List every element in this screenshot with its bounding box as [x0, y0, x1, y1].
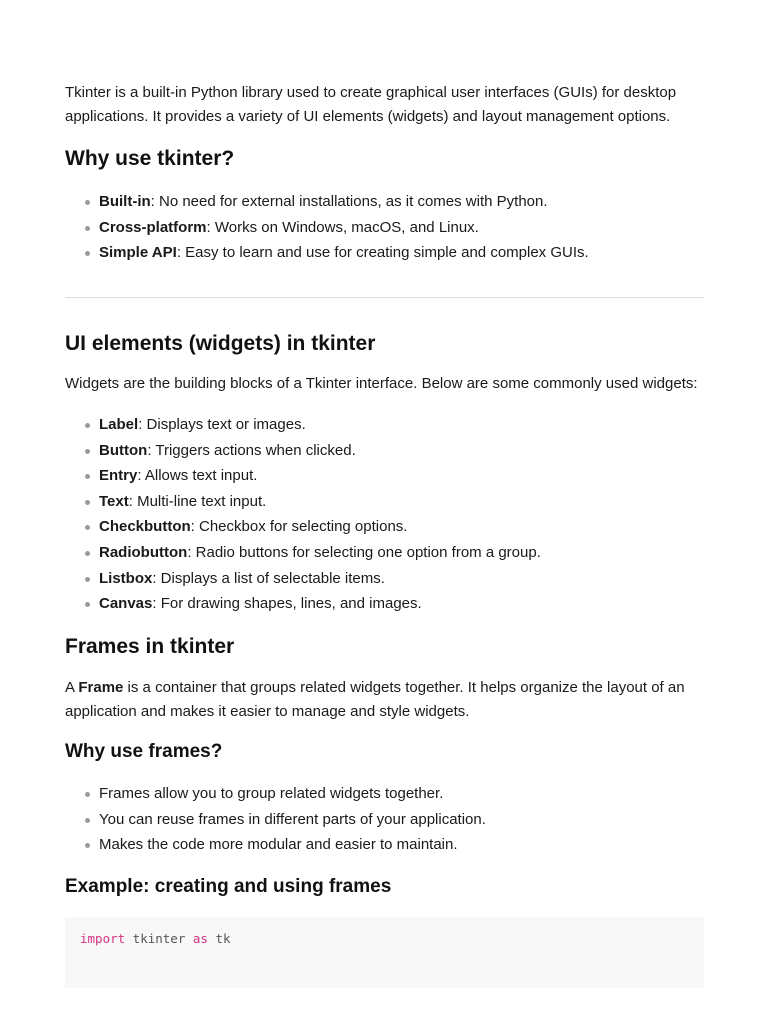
list-item-desc: : For drawing shapes, lines, and images. [152, 595, 422, 613]
code-module: tkinter [125, 931, 193, 946]
list-item-term: Built-in [99, 193, 151, 210]
list-item [65, 514, 715, 540]
list-item-desc: : Triggers actions when clicked. [147, 441, 356, 459]
intro-paragraph: Tkinter is a built-in Python library used to create graphical user interfaces (GUIs) for desktop applications. It provides a variety of UI elements (widgets) and layout management options. [65, 84, 677, 125]
frames-paragraph [65, 676, 705, 724]
why-frames-heading: Why use frames? [65, 741, 223, 762]
list-item-term: Simple API [99, 244, 177, 262]
list-item-desc: : Radio buttons for selecting one option from a group. [187, 543, 541, 561]
list-item-desc: : Multi-line text input. [128, 492, 267, 510]
widgets-intro-paragraph: Widgets are the building blocks of a Tkinter interface. Below are some commonly used widgets: [65, 375, 698, 392]
list-item-term: Label [99, 416, 139, 433]
list-item-term: Checkbutton [99, 518, 191, 536]
why-tkinter-heading: Why use tkinter? [65, 147, 235, 170]
example-heading: Example: creating and using frames [65, 876, 392, 897]
list-item [65, 215, 715, 241]
list-item: Frames allow you to group related widgets together. [65, 781, 715, 807]
list-item-term: Button [99, 441, 148, 459]
frames-paragraph-term: Frame [78, 679, 124, 696]
list-item [65, 489, 715, 515]
list-item-term: Canvas [99, 595, 153, 613]
code-keyword-as: as [192, 931, 208, 946]
list-item-desc: : Easy to learn and use for creating simple and complex GUIs. [176, 244, 589, 262]
list-item-term: Radiobutton [99, 543, 188, 561]
list-item [65, 591, 715, 617]
list-item-term: Entry [99, 467, 138, 485]
section-divider [65, 297, 704, 298]
list-item-desc: : Works on Windows, macOS, and Linux. [206, 218, 479, 236]
list-item-term: Listbox [99, 569, 153, 587]
list-item-desc: : No need for external installations, as it comes with Python. [150, 193, 548, 210]
code-keyword-import: import [80, 931, 126, 946]
frames-paragraph-rest: is a container that groups related widgets together. It helps organize the layout of an application and makes it easier to manage and style widgets. [65, 679, 685, 720]
widgets-list [65, 412, 715, 617]
code-alias: tk [207, 931, 231, 946]
list-item [65, 189, 715, 215]
list-item [65, 540, 715, 566]
list-item-desc: : Allows text input. [137, 467, 258, 485]
list-item [65, 566, 715, 592]
frames-heading: Frames in tkinter [65, 635, 235, 658]
list-item: You can reuse frames in different parts of your application. [65, 807, 715, 833]
why-frames-list [65, 781, 715, 858]
list-item [65, 463, 715, 489]
list-item-desc: : Displays a list of selectable items. [152, 569, 385, 587]
code-block [65, 917, 704, 988]
frames-paragraph-prefix: A [65, 679, 79, 696]
list-item-term: Text [99, 492, 129, 510]
list-item [65, 240, 715, 266]
widgets-heading: UI elements (widgets) in tkinter [65, 332, 376, 355]
list-item: Makes the code more modular and easier to maintain. [65, 832, 715, 858]
list-item-desc: : Checkbox for selecting options. [190, 518, 408, 536]
list-item [65, 412, 715, 438]
why-tkinter-list [65, 189, 715, 266]
list-item-desc: : Displays text or images. [138, 416, 306, 433]
list-item [65, 438, 715, 464]
list-item-term: Cross-platform [99, 218, 207, 236]
